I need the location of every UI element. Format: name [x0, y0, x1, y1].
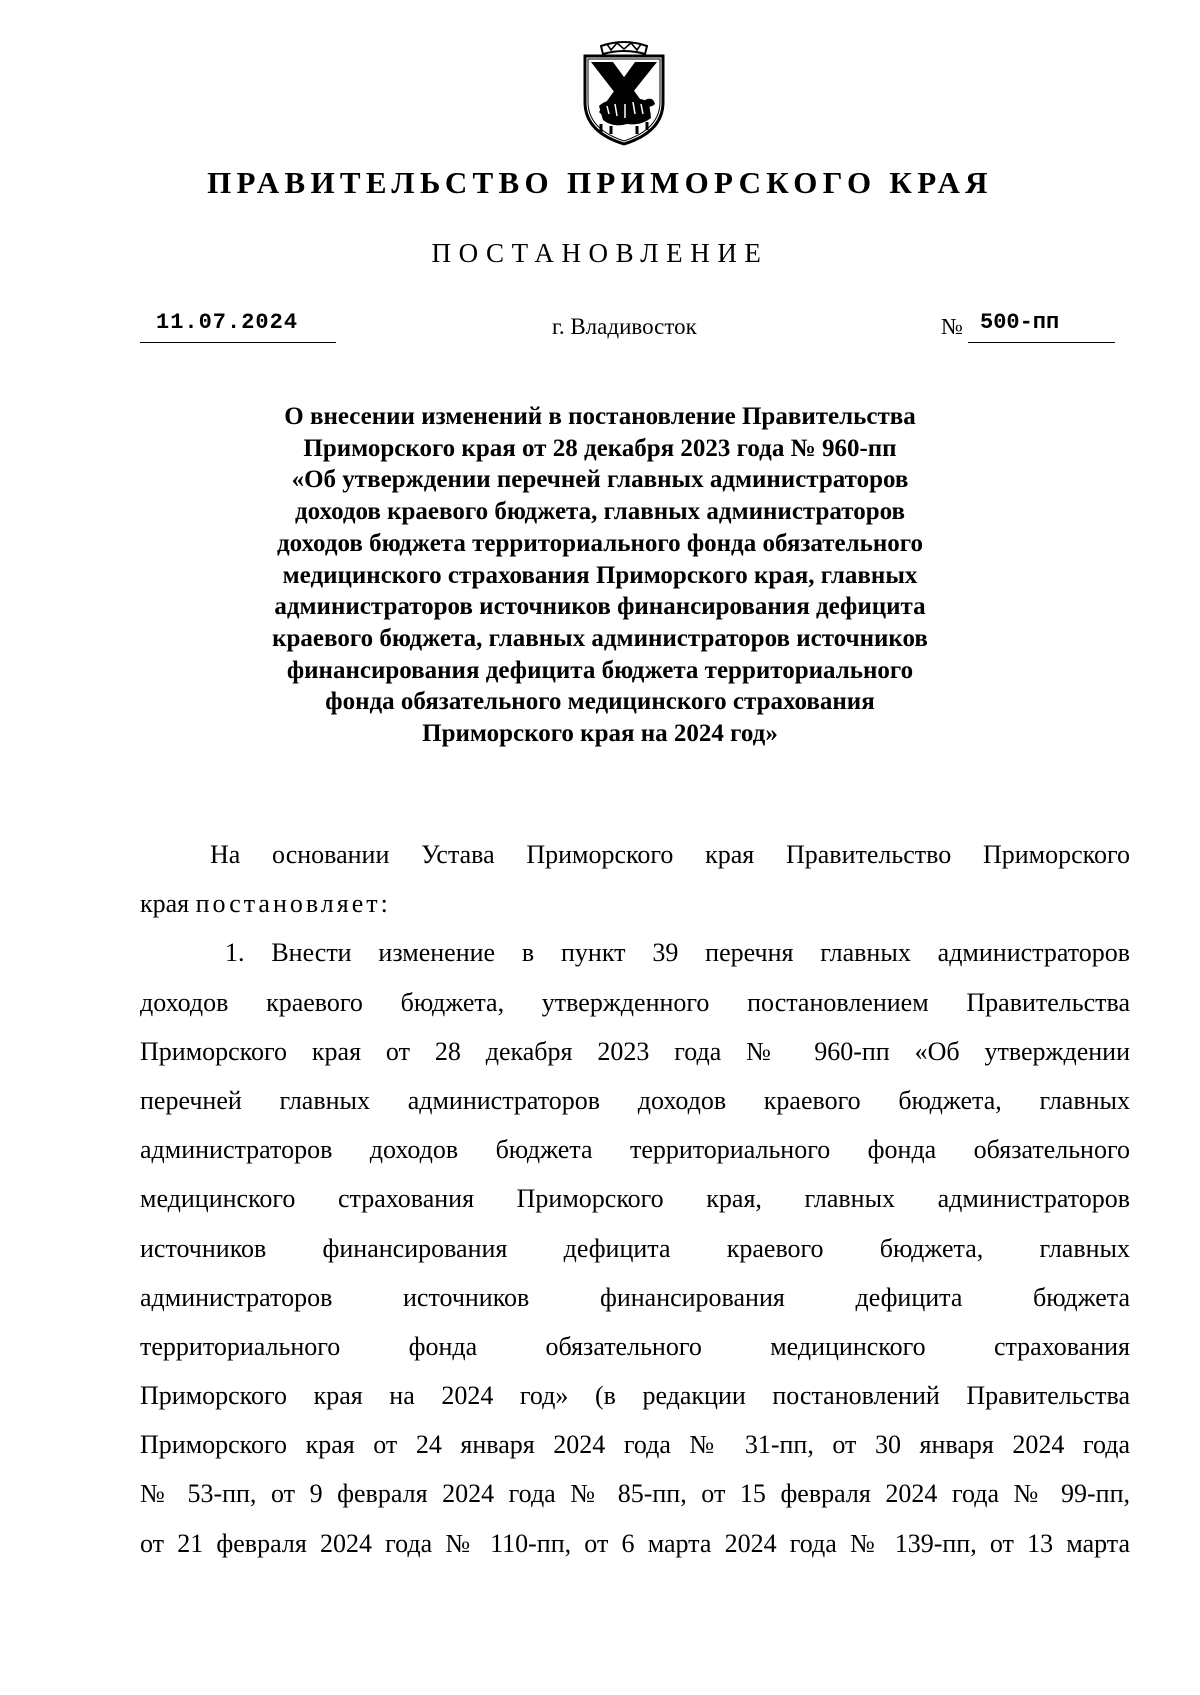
date-field: [140, 310, 336, 343]
government-title: ПРАВИТЕЛЬСТВО ПРИМОРСКОГО КРАЯ: [207, 165, 993, 200]
document-date: 11.07.2024: [156, 310, 299, 335]
item1-line: Приморского края на 2024 год» (в редакции постановлений Правительства: [140, 1381, 1130, 1411]
item1-line: перечней главных администраторов доходов краевого бюджета, главных: [140, 1085, 1130, 1115]
coat-of-arms-emblem: [579, 40, 669, 146]
subject-line: доходов бюджета территориального фонда обязательного: [276, 529, 924, 557]
document-number: 500-пп: [980, 310, 1060, 335]
number-sign: №: [941, 314, 963, 339]
subject-line: «Об утверждении перечней главных администраторов: [291, 466, 909, 494]
subject-line: краевого бюджета, главных администраторов источников: [272, 624, 928, 652]
item1-line: Приморского края от 28 декабря 2023 года № 960-пп «Об утверждении: [140, 1036, 1130, 1066]
item1-line: медицинского страхования Приморского края, главных администраторов: [140, 1184, 1130, 1214]
preamble-line: На основании Устава Приморского края Правительство Приморского: [210, 840, 1130, 869]
subject-line: Приморского края на 2024 год»: [422, 720, 778, 748]
subject-line: финансирования дефицита бюджета территориального: [286, 656, 914, 684]
item1-line: от 21 февраля 2024 года № 110-пп, от 6 марта 2024 года № 139-пп, от 13 марта: [140, 1528, 1130, 1558]
document-city: г. Владивосток: [552, 314, 697, 339]
preamble-decree-word: постановляет:: [195, 889, 391, 919]
number-field: [968, 310, 1115, 343]
item1-line: № 53-пп, от 9 февраля 2024 года № 85-пп, от 15 февраля 2024 года № 99-пп,: [140, 1479, 1130, 1509]
item1-line: территориального фонда обязательного медицинского страхования: [140, 1331, 1130, 1361]
item1-line: администраторов источников финансирования дефицита бюджета: [140, 1282, 1130, 1312]
preamble-line: [140, 879, 1130, 928]
item1-line: доходов краевого бюджета, утвержденного постановлением Правительства: [140, 987, 1130, 1017]
subject-line: Приморского края от 28 декабря 2023 года № 960-пп: [303, 434, 897, 462]
item1-line: источников финансирования дефицита краевого бюджета, главных: [140, 1233, 1130, 1263]
item1-line: 1. Внести изменение в пункт 39 перечня главных администраторов: [225, 938, 1130, 968]
document-body: [140, 830, 1130, 1568]
item1-line: Приморского края от 24 января 2024 года № 31-пп, от 30 января 2024 года: [140, 1430, 1130, 1460]
preamble-text: края: [140, 889, 190, 919]
subject-line: фонда обязательного медицинского страхования: [325, 688, 875, 716]
subject-line: О внесении изменений в постановление Правительства: [284, 403, 916, 430]
document-type-title: ПОСТАНОВЛЕНИЕ: [431, 238, 769, 268]
item1-line: администраторов доходов бюджета территориального фонда обязательного: [140, 1135, 1130, 1165]
subject-line: администраторов источников финансирования дефицита: [274, 593, 926, 621]
subject-line: медицинского страхования Приморского края, главных: [282, 561, 918, 589]
document-subject: [180, 401, 1020, 750]
subject-line: доходов краевого бюджета, главных администраторов: [295, 498, 905, 526]
